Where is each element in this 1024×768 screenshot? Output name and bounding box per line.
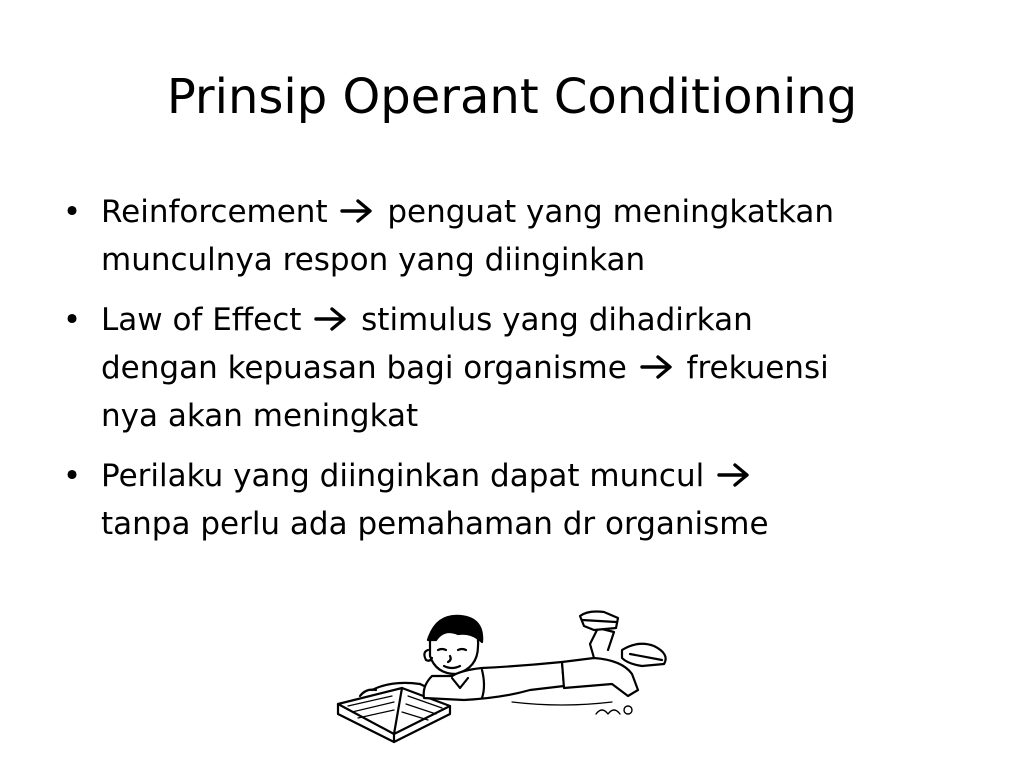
- right-arrow-icon: [339, 198, 375, 224]
- bullet-text: Law of Effect: [101, 302, 312, 338]
- bullet-text: tanpa perlu ada pemahaman dr organisme: [101, 506, 769, 542]
- bullet-item: [60, 296, 980, 440]
- bullet-item: [60, 188, 980, 284]
- bullet-text: dengan kepuasan bagi organisme: [101, 350, 637, 386]
- bullet-item: [60, 452, 980, 548]
- boy-reading-book-icon: [332, 606, 676, 746]
- bullet-dot: •: [62, 302, 82, 338]
- right-arrow-icon: [716, 462, 752, 488]
- slide-title: Prinsip Operant Conditioning: [166, 69, 858, 125]
- bullet-line: [101, 296, 980, 344]
- right-arrow-icon: [313, 306, 349, 332]
- bullet-line: [101, 392, 980, 440]
- right-arrow-icon: [639, 354, 675, 380]
- bullet-line: [101, 236, 980, 284]
- bullet-line: [101, 452, 980, 500]
- bullet-text: nya akan meningkat: [101, 398, 419, 434]
- bullet-dot: •: [62, 458, 82, 494]
- bullet-text: penguat yang meningkatkan: [387, 194, 835, 230]
- bullet-line: [101, 500, 980, 548]
- bullet-text: stimulus yang dihadirkan: [361, 302, 753, 338]
- bullet-text: Perilaku yang diinginkan dapat muncul: [101, 458, 715, 494]
- bullet-text: munculnya respon yang diinginkan: [101, 242, 646, 278]
- bullet-line: [101, 188, 980, 236]
- bullet-list: [60, 188, 980, 560]
- bullet-line: [101, 344, 980, 392]
- bullet-dot: •: [62, 194, 82, 230]
- bullet-text: Reinforcement: [101, 194, 338, 230]
- bullet-text: frekuensi: [686, 350, 829, 386]
